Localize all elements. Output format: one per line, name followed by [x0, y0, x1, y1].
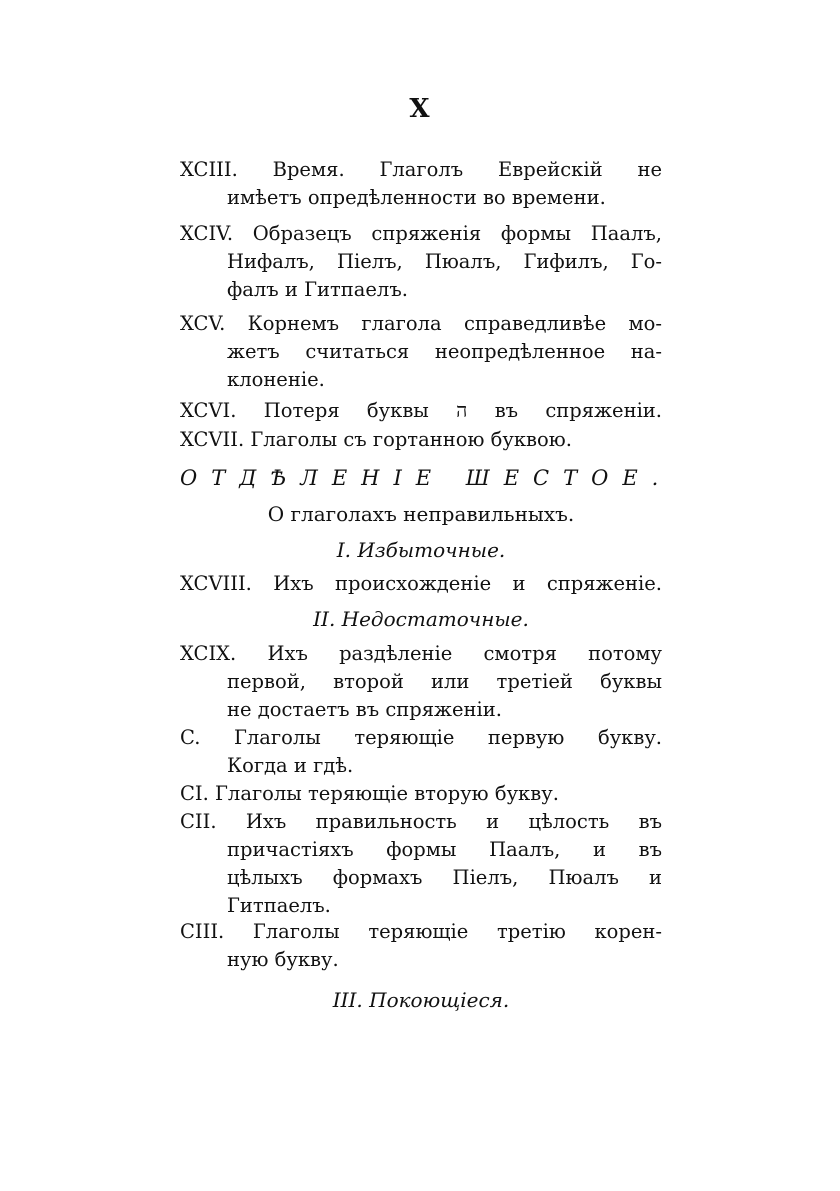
toc-line: XCVI. Потеря буквы ה въ спряженіи. — [180, 399, 662, 422]
toc-line: XCVII. Глаголы съ гортанною буквою. — [180, 428, 572, 451]
toc-line: XCIII. Время. Глаголъ Еврейскій не — [180, 158, 662, 181]
toc-line: XCV. Корнемъ глагола справедливѣе мо- — [180, 312, 662, 335]
toc-entry-xcviii — [180, 570, 662, 598]
toc-line: Нифалъ, Піелъ, Пюалъ, Гифилъ, Го- — [227, 250, 662, 273]
toc-line: Когда и гдѣ. — [227, 754, 354, 777]
section-heading-quiescent: III. Покоющіеся. — [332, 988, 510, 1012]
toc-entry-xcv — [180, 310, 662, 394]
toc-line: ную букву. — [227, 948, 339, 971]
toc-entry-xciii — [180, 156, 662, 212]
section-heading-redundant: I. Избыточные. — [336, 538, 506, 562]
toc-line: цѣлыхъ формахъ Піелъ, Пюалъ и — [227, 866, 662, 889]
page-number: X — [409, 94, 431, 124]
toc-entry-ci — [180, 780, 662, 808]
toc-line: клоненіе. — [227, 368, 325, 391]
toc-line: Гитпаелъ. — [227, 894, 331, 917]
toc-line: жетъ считаться неопредѣленное на- — [227, 340, 662, 363]
toc-entry-cii — [180, 808, 662, 920]
division-subtitle: О глаголахъ неправильныхъ. — [267, 502, 575, 526]
section-heading-defective: II. Недостаточные. — [313, 607, 529, 631]
toc-entry-xcvi — [180, 397, 662, 425]
toc-line: CII. Ихъ правильность и цѣлость въ — [180, 810, 662, 833]
toc-entry-c — [180, 724, 662, 780]
toc-entry-xcix — [180, 640, 662, 724]
toc-line: причастіяхъ формы Паалъ, и въ — [227, 838, 662, 861]
toc-line: CIII. Глаголы теряющіе третію корен- — [180, 920, 662, 943]
toc-line: первой, второй или третіей буквы — [227, 670, 662, 693]
toc-line: XCVIII. Ихъ происхожденіе и спряженіе. — [180, 572, 662, 595]
toc-entry-xciv — [180, 220, 662, 304]
toc-entry-ciii — [180, 918, 662, 974]
toc-line: не достаетъ въ спряженіи. — [227, 698, 502, 721]
toc-line: фалъ и Гитпаелъ. — [227, 278, 408, 301]
toc-line: XCIX. Ихъ раздѣленіе смотря потому — [180, 642, 662, 665]
division-title: ОТДѢЛЕНІЕ ШЕСТОЕ. — [180, 466, 673, 490]
toc-line: CI. Глаголы теряющіе вторую букву. — [180, 782, 559, 805]
toc-line: XCIV. Образецъ спряженія формы Паалъ, — [180, 222, 662, 245]
toc-entry-xcvii — [180, 426, 662, 454]
toc-line: C. Глаголы теряющіе первую букву. — [180, 726, 662, 749]
toc-line: имѣетъ опредѣленности во времени. — [227, 186, 606, 209]
